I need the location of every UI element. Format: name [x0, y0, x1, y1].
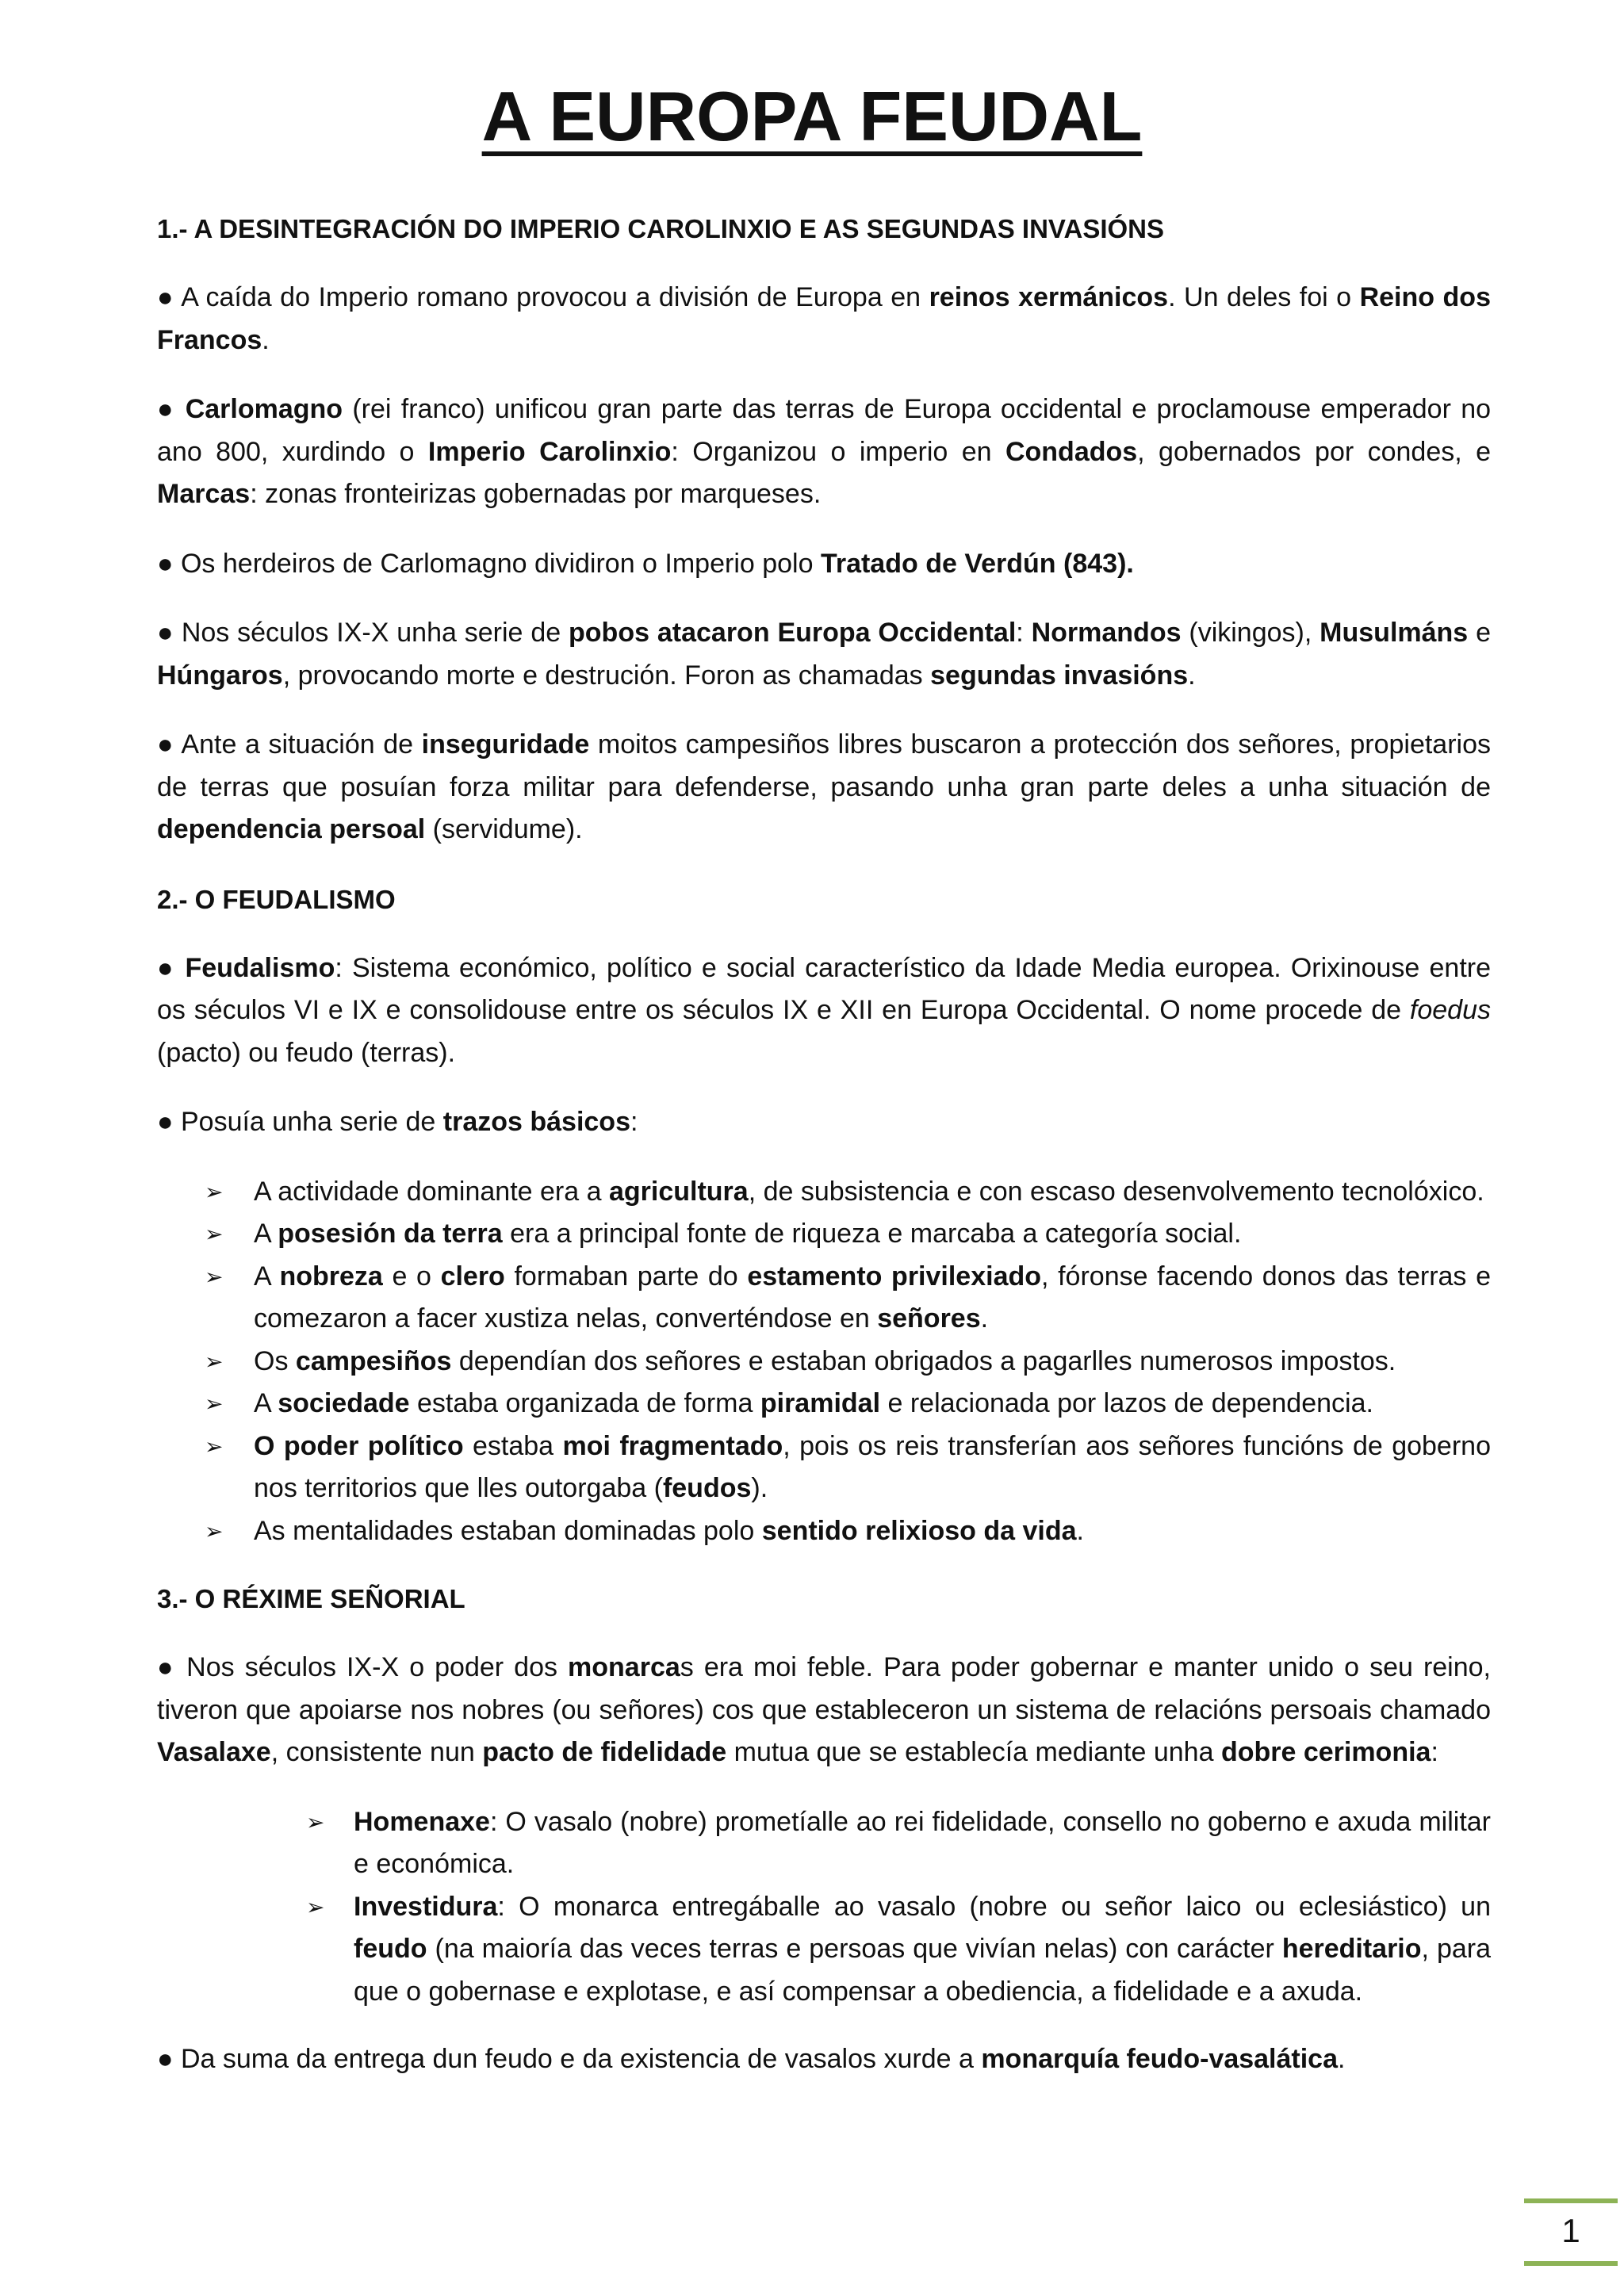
page-number-bottom-rule	[1524, 2261, 1618, 2266]
bold-term: Condados	[1005, 436, 1138, 467]
bold-term: sentido relixioso da vida	[761, 1515, 1077, 1546]
section-3-paragraph: ● Da suma da entrega dun feudo e da existencia de vasalos xurde a monarquía feudo-vasalática.	[157, 2044, 1346, 2074]
bold-term: Vasalaxe	[157, 1737, 271, 1767]
bold-term: Carlomagno	[185, 394, 343, 424]
arrow-bullet-icon: ➢	[306, 1809, 325, 1835]
bold-term: segundas invasións	[930, 660, 1189, 691]
bold-term: reinos xermánicos	[929, 282, 1169, 312]
bold-term: dependencia persoal	[157, 814, 426, 844]
arrow-bullet-icon: ➢	[306, 1894, 325, 1919]
ceremony-list	[157, 1801, 1491, 2014]
bold-term: Normandos	[1031, 618, 1182, 648]
section-1-paragraph: ● Carlomagno (rei franco) unificou gran parte das terras de Europa occidental e proclamouse emperador no ano 800, xurdindo o Imperio Carolinxio: Organizou o imperio en Condados, gobernados por condes, e Marcas: zonas fronteirizas gobernadas por marqueses.	[157, 394, 1492, 509]
bold-term: sociedade	[278, 1388, 410, 1418]
bold-term: Homenaxe	[354, 1806, 490, 1837]
section-1-paragraph: ● Ante a situación de inseguridade moitos campesiños libres buscaron a protección dos señores, propietarios de terras que posuían forza militar para defenderse, pasando unha gran parte deles a unha situación de dependencia persoal (servidume).	[157, 729, 1491, 844]
bold-term: trazos básicos	[442, 1107, 630, 1137]
bold-term: clero	[440, 1261, 505, 1292]
section-2-heading: 2.- O FEUDALISMO	[157, 884, 396, 914]
list-item: ➢ A nobreza e o clero formaban parte do estamento privilexiado, fóronse facendo donos das terras e comezaron a facer xustiza nelas, converténdose en señores.	[157, 1256, 1491, 1341]
bold-term: Feudalismo	[185, 952, 335, 983]
section-3-paragraph: ● Nos séculos IX-X o poder dos monarcas era moi feble. Para poder gobernar e manter unido o seu reino, tiveron que apoiarse nos nobres (ou señores) cos que estableceron un sistema de relacións persoais chamado Vasalaxe, consistente nun pacto de fidelidade mutua que se establecía mediante unha dobre cerimonia:	[157, 1652, 1492, 1767]
arrow-bullet-icon: ➢	[205, 1179, 224, 1204]
section-3-heading: 3.- O RÉXIME SEÑORIAL	[157, 1584, 465, 1613]
bold-term: moi fragmentado	[562, 1430, 783, 1461]
bold-term: Húngaros	[157, 660, 283, 691]
section-1-heading: 1.- A DESINTEGRACIÓN DO IMPERIO CAROLINXIO E AS SEGUNDAS INVASIÓNS	[157, 214, 1165, 243]
bold-term: Tratado de Verdún (843).	[820, 548, 1134, 579]
bold-term: Marcas	[157, 479, 251, 509]
arrow-bullet-icon: ➢	[205, 1264, 224, 1289]
bold-term: nobreza	[279, 1261, 383, 1292]
list-item: ➢ As mentalidades estaban dominadas polo sentido relixioso da vida.	[157, 1510, 1491, 1553]
arrow-bullet-icon: ➢	[205, 1433, 224, 1459]
bold-term: señores	[877, 1303, 981, 1334]
bold-term: Musulmáns	[1320, 618, 1469, 648]
list-item: ➢ Homenaxe: O vasalo (nobre) prometíalle ao rei fidelidade, consello no goberno e axuda militar e económica.	[157, 1801, 1491, 1886]
document-body	[157, 208, 1491, 2108]
page-number-top-rule	[1524, 2198, 1618, 2203]
italic-term: foedus	[1409, 995, 1491, 1025]
arrow-bullet-icon: ➢	[205, 1518, 224, 1544]
bold-term: agricultura	[608, 1176, 749, 1207]
bold-term: estamento privilexiado	[747, 1261, 1042, 1292]
bold-term: campesiños	[295, 1345, 452, 1376]
page-title: A EUROPA FEUDAL	[481, 77, 1143, 155]
section-2-paragraph: ● Feudalismo: Sistema económico, político e social característico da Idade Media europea. Orixinouse entre os séculos VI e IX e consolidouse entre os séculos IX e XII en Europa Occidental. O nome procede de foedus (pacto) ou feudo (terras).	[157, 952, 1492, 1068]
list-item: ➢ A sociedade estaba organizada de forma piramidal e relacionada por lazos de dependencia.	[157, 1383, 1491, 1425]
bold-term: feudos	[662, 1473, 752, 1503]
arrow-bullet-icon: ➢	[205, 1349, 224, 1374]
section-1-paragraph: ● A caída do Imperio romano provocou a división de Europa en reinos xermánicos. Un deles foi o Reino dos Francos.	[157, 282, 1491, 355]
traits-list	[157, 1171, 1491, 1553]
bold-term: O poder político	[254, 1430, 464, 1461]
bold-term: Investidura	[354, 1891, 498, 1922]
list-item: ➢ Os campesiños dependían dos señores e estaban obrigados a pagarlles numerosos impostos.	[157, 1341, 1491, 1383]
section-2-paragraph: ● Posuía unha serie de trazos básicos:	[157, 1107, 638, 1137]
section-1-paragraph: ● Nos séculos IX-X unha serie de pobos atacaron Europa Occidental: Normandos (vikingos), Musulmáns e Húngaros, provocando morte e destrución. Foron as chamadas segundas invasións.	[157, 618, 1491, 691]
bold-term: pacto de fidelidade	[482, 1737, 727, 1767]
page-number: 1	[1561, 2212, 1580, 2249]
bold-term: feudo	[354, 1934, 427, 1964]
bold-term: inseguridade	[421, 729, 590, 760]
list-item: ➢ O poder político estaba moi fragmentado, pois os reis transferían aos señores funcións de goberno nos territorios que lles outorgaba (feudos).	[157, 1425, 1491, 1510]
list-item: ➢ Investidura: O monarca entregáballe ao vasalo (nobre ou señor laico ou eclesiástico) un feudo (na maioría das veces terras e persoas que vivían nelas) con carácter hereditario, para que o gobernase e explotase, e así compensar a obediencia, a fidelidade e a axuda.	[157, 1886, 1491, 2014]
bold-term: dobre cerimonia	[1220, 1737, 1431, 1767]
list-item: ➢ A actividade dominante era a agricultura, de subsistencia e con escaso desenvolvemento tecnolóxico.	[157, 1171, 1491, 1214]
bold-term: monarquía feudo-vasalática	[981, 2044, 1338, 2074]
bold-term: pobos atacaron Europa Occidental	[569, 618, 1017, 648]
bold-term: monarca	[568, 1652, 680, 1682]
bold-term: piramidal	[760, 1388, 881, 1418]
bold-term: Reino dos Francos	[157, 282, 1491, 355]
bold-term: hereditario	[1281, 1934, 1422, 1964]
arrow-bullet-icon: ➢	[205, 1391, 224, 1416]
arrow-bullet-icon: ➢	[205, 1222, 224, 1246]
section-1-paragraph: ● Os herdeiros de Carlomagno dividiron o Imperio polo Tratado de Verdún (843).	[157, 548, 1134, 579]
bold-term: Imperio Carolinxio	[427, 436, 672, 467]
bold-term: posesión da terra	[278, 1219, 503, 1249]
list-item: ➢ A posesión da terra era a principal fonte de riqueza e marcaba a categoría social.	[157, 1213, 1491, 1256]
